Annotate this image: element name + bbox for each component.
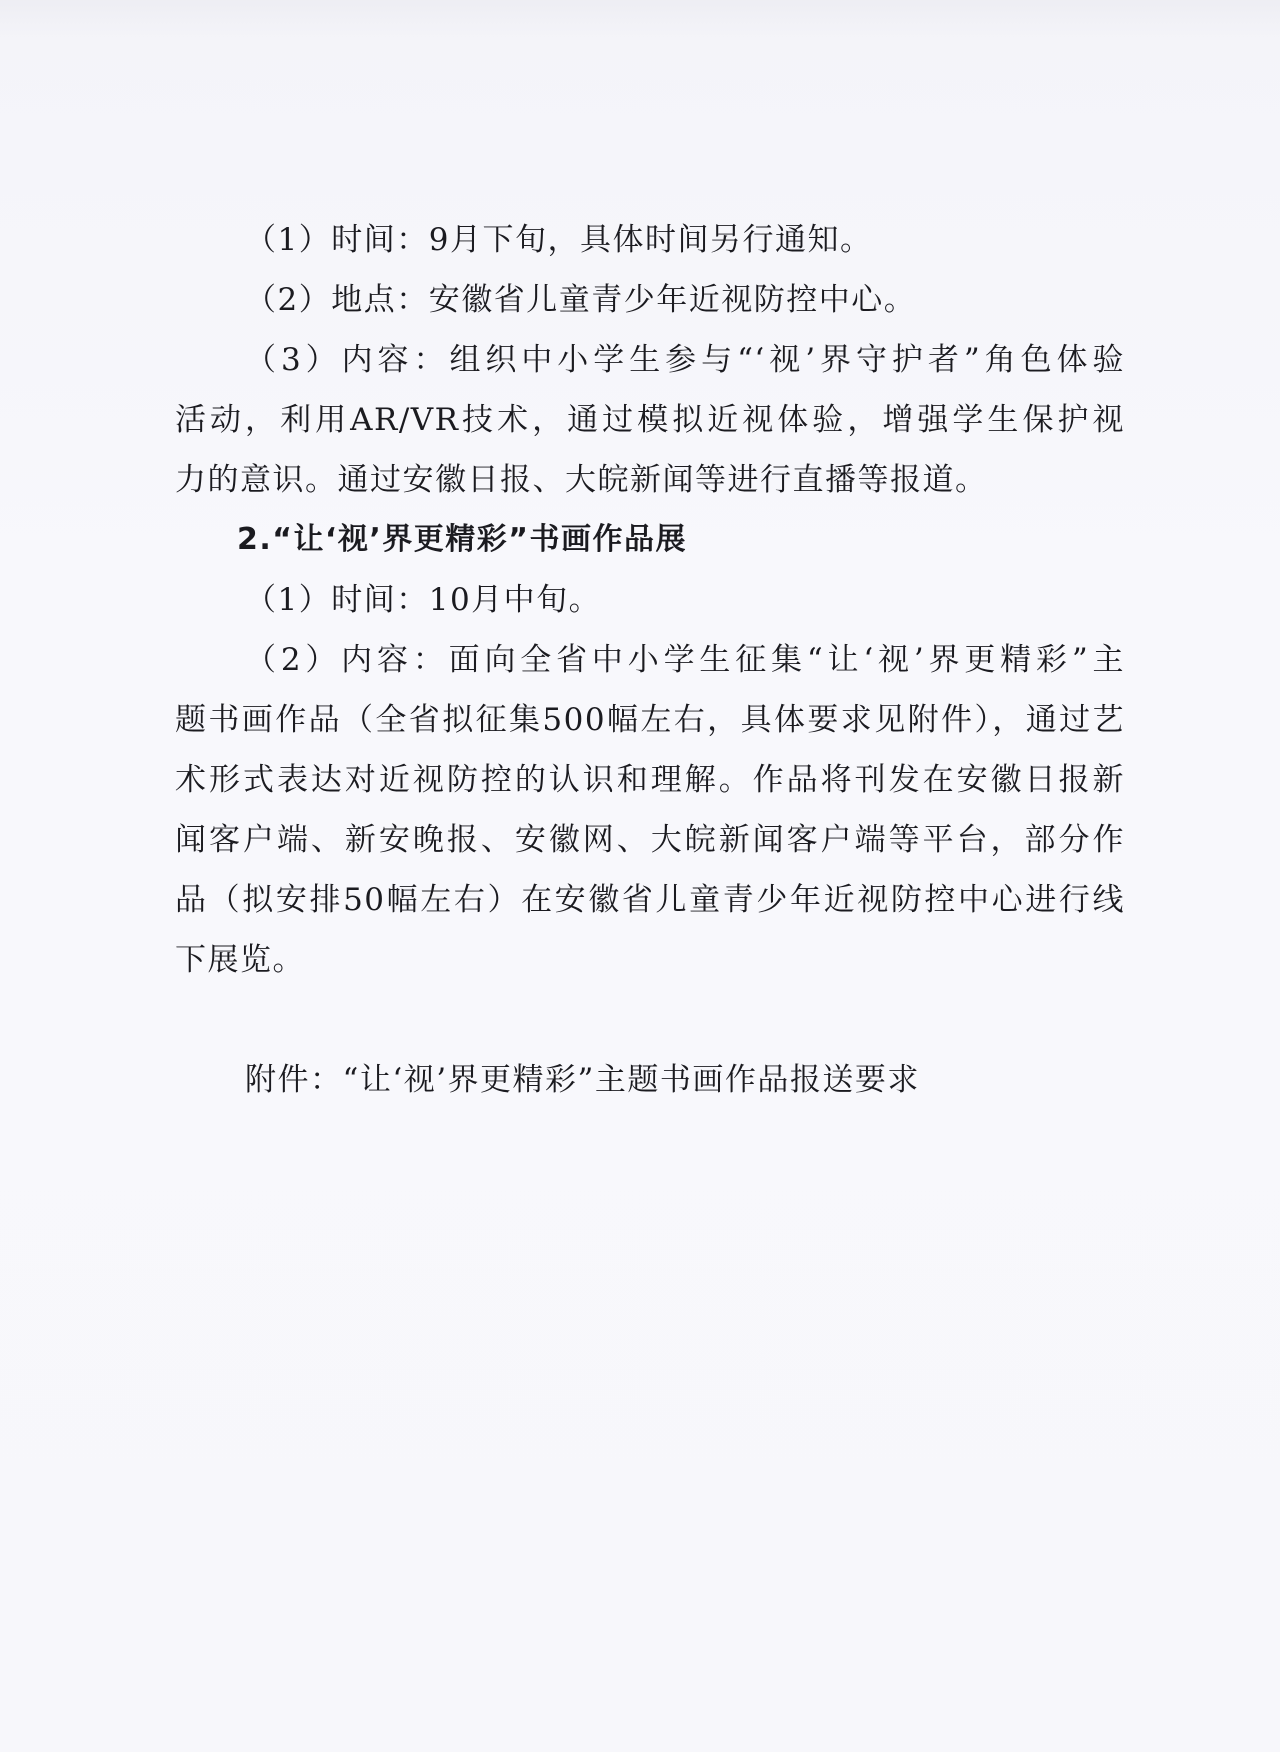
item2-time-line: （1）时间：10月中旬。: [245, 582, 602, 618]
item1-place-line: （2）地点：安徽省儿童青少年近视防控中心。: [245, 282, 917, 318]
scan-shadow: [0, 0, 1280, 40]
item2-content-line-4: 闻客户端、新安晚报、安徽网、大皖新闻客户端等平台，部分作: [175, 822, 1125, 858]
item1-content-line-1: （3）内容：组织中小学生参与“‘视’界守护者”角色体验: [245, 342, 1125, 378]
item2-content-line-6: 下展览。: [175, 942, 305, 978]
section2-heading: 2.“让‘视’界更精彩”书画作品展: [237, 522, 687, 557]
attachment-note: 附件：“让‘视’界更精彩”主题书画作品报送要求: [245, 1062, 920, 1098]
item1-content-line-2: 活动，利用AR/VR技术，通过模拟近视体验，增强学生保护视: [175, 402, 1125, 438]
item1-content-line-3: 力的意识。通过安徽日报、大皖新闻等进行直播等报道。: [175, 462, 988, 498]
item2-content-line-1: （2）内容：面向全省中小学生征集“让‘视’界更精彩”主: [245, 642, 1125, 678]
item2-content-line-3: 术形式表达对近视防控的认识和理解。作品将刊发在安徽日报新: [175, 762, 1125, 798]
item1-time-line: （1）时间：9月下旬，具体时间另行通知。: [245, 222, 873, 258]
document-body: [175, 210, 1125, 1110]
item2-content-line-5: 品（拟安排50幅左右）在安徽省儿童青少年近视防控中心进行线: [175, 882, 1125, 918]
item2-content-line-2: 题书画作品（全省拟征集500幅左右，具体要求见附件），通过艺: [175, 702, 1125, 738]
